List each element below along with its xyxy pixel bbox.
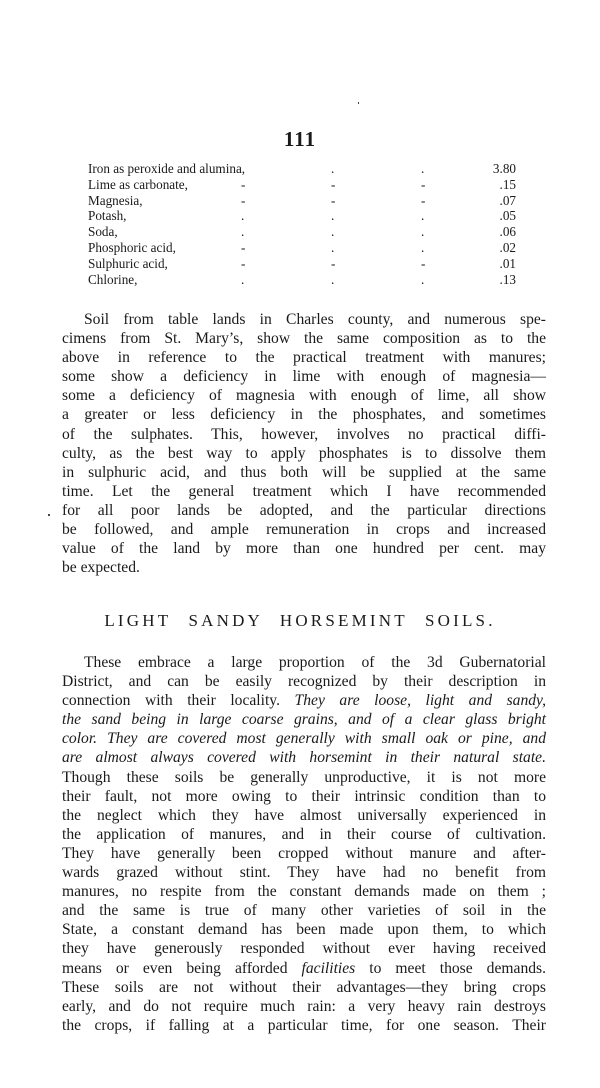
text-line: cimens from St. Mary’s, show the same composition as to the <box>62 330 546 348</box>
text-line: be expected. <box>62 559 140 577</box>
substance-value: 3.80 <box>492 161 516 176</box>
text-line: value of the land by more than one hundred per cent. may <box>62 540 546 558</box>
text-line: be followed, and ample remuneration in crops and increased <box>62 521 546 539</box>
text-line: culty, as the best way to apply phosphates is to dissolve them <box>62 444 546 462</box>
substance-value: .01 <box>499 255 516 271</box>
table-row <box>88 161 528 177</box>
text-line: early, and do not require much rain: a very heavy rain destroys <box>62 997 546 1015</box>
text-line: time. Let the general treatment which I have recommended <box>62 482 546 500</box>
leader-dot: - <box>331 176 336 192</box>
text-line: they have generously responded without ever having received <box>62 940 546 958</box>
leader-dot: - <box>241 176 246 192</box>
table-row <box>88 256 528 272</box>
substance-name: Phosphoric acid, <box>88 239 176 255</box>
italic-text: They are loose, light and sandy, <box>294 692 546 710</box>
soil-analysis-table <box>88 161 528 287</box>
leader-dot: . <box>241 271 245 287</box>
italic-text: They are covered most generally with small oak or pine, and <box>107 730 546 748</box>
substance-name: Potash, <box>88 208 127 224</box>
text-line: in sulphuric acid, and thus both will be supplied at the same <box>62 463 546 481</box>
substance-value: .13 <box>499 271 516 287</box>
paragraph-horsemint-soils <box>62 653 546 1035</box>
text-line: a greater or less deficiency in the phosphates, and sometimes <box>62 406 546 424</box>
leader-dot: - <box>421 255 426 271</box>
text-line: State, a constant demand has been made upon them, to which <box>62 921 546 939</box>
text-segment: means or even being afforded <box>62 959 288 977</box>
page-number: 111 <box>283 127 317 151</box>
leader-dot: . <box>241 224 245 240</box>
leader-dot: - <box>331 192 336 208</box>
leader-dot: . <box>421 224 425 240</box>
text-line: their fault, not more owing to their intrinsic condition than to <box>62 787 546 805</box>
text-line: These soils are not without their advantages—they bring crops <box>62 978 546 996</box>
text-line: They have generally been cropped without manure and after- <box>62 844 546 862</box>
scan-speck <box>48 514 50 516</box>
text-line: Though these soils be generally unproductive, it is not more <box>62 768 546 786</box>
leader-dot: - <box>421 192 426 208</box>
text-line: District, and can be easily recognized by their description in <box>62 673 546 691</box>
leader-dot: - <box>331 255 336 271</box>
leader-dot: . <box>421 161 425 176</box>
text-line: above in reference to the practical treatment with manures; <box>62 349 546 367</box>
substance-value: .05 <box>499 208 516 224</box>
scan-speck <box>358 102 359 104</box>
text-line: and the same is true of many other varieties of soil in the <box>62 902 546 920</box>
substance-name: Magnesia, <box>88 192 143 208</box>
text-segment: connection with their locality. <box>62 692 280 710</box>
text-line: some show a deficiency in lime with enough of magnesia— <box>62 368 546 386</box>
leader-dot: . <box>331 239 335 255</box>
italic-text: are almost always covered with horsemint in their natural state. <box>62 749 546 767</box>
table-row <box>88 224 528 240</box>
substance-value: .07 <box>499 192 516 208</box>
text-line: some a deficiency of magnesia with enough of lime, all show <box>62 387 546 405</box>
leader-dot: . <box>421 271 425 287</box>
italic-text: facilities <box>301 959 356 977</box>
text-line <box>62 710 546 729</box>
italic-text: color. <box>62 730 98 748</box>
text-line: These embrace a large proportion of the 3d Gubernatorial <box>84 654 546 671</box>
text-line: the neglect which they have almost universally experienced in <box>62 806 546 824</box>
leader-dot: . <box>331 208 335 224</box>
text-line <box>62 748 546 767</box>
text-line: the crops, if falling at a particular time, for one season. Their <box>62 1016 546 1034</box>
text-line <box>62 691 546 710</box>
text-line: of the sulphates. This, however, involves no practical diffi- <box>62 425 546 443</box>
paragraph-charles-county-soils <box>62 310 546 577</box>
leader-dot: . <box>331 161 335 176</box>
substance-name: Iron as peroxide and alumina, <box>88 161 246 176</box>
table-row <box>88 208 528 224</box>
substance-name: Sulphuric acid, <box>88 255 168 271</box>
substance-value: .06 <box>499 224 516 240</box>
text-line: Soil from table lands in Charles county, and numerous spe- <box>84 311 546 328</box>
leader-dot: - <box>241 192 246 208</box>
substance-name: Lime as carbonate, <box>88 176 188 192</box>
table-row <box>88 177 528 193</box>
table-row <box>88 240 528 256</box>
substance-value: .02 <box>499 239 516 255</box>
text-line: for all poor lands be adopted, and the particular directions <box>62 501 546 519</box>
text-line <box>62 959 546 978</box>
table-row <box>88 193 528 209</box>
text-line: manures, no respite from the constant demands made on them ; <box>62 883 546 901</box>
leader-dot: . <box>331 271 335 287</box>
table-row <box>88 272 528 288</box>
text-line: the application of manures, and in their course of cultivation. <box>62 825 546 843</box>
leader-dot: - <box>241 255 246 271</box>
leader-dot: . <box>421 239 425 255</box>
leader-dot: . <box>331 224 335 240</box>
substance-name: Chlorine, <box>88 271 138 287</box>
italic-text: the sand being in large coarse grains, and of a clear glass bright <box>62 711 546 729</box>
leader-dot: . <box>241 208 245 224</box>
leader-dot: - <box>421 176 426 192</box>
leader-dot: . <box>421 208 425 224</box>
text-segment: to meet those demands. <box>369 959 547 977</box>
substance-name: Soda, <box>88 224 118 240</box>
substance-value: .15 <box>499 176 516 192</box>
section-heading: LIGHT SANDY HORSEMINT SOILS. <box>104 611 496 630</box>
text-line: wards grazed without stint. They have had no benefit from <box>62 864 546 882</box>
text-line <box>62 729 546 748</box>
leader-dot: - <box>241 239 246 255</box>
